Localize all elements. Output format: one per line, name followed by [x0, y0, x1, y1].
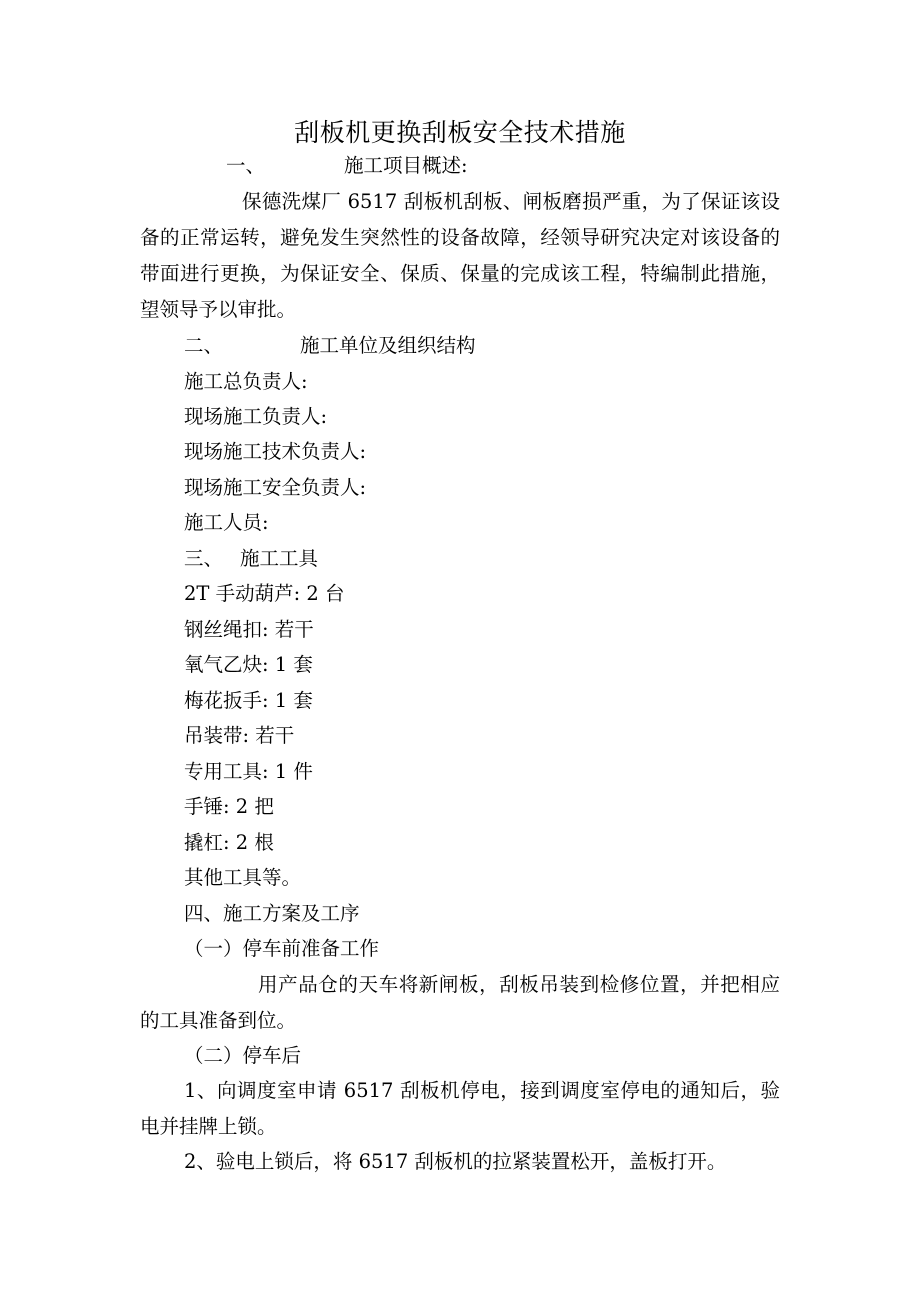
section-4-heading: 四、施工方案及工序 [184, 902, 360, 925]
subsection-2-heading: （二）停车后 [184, 1044, 302, 1067]
tool-item: 撬杠: 2 根 [184, 831, 274, 854]
step-item: 2、验电上锁后，将 6517 刮板机的拉紧装置松开，盖板打开。 [184, 1150, 727, 1173]
personnel-item: 现场施工负责人: [184, 405, 328, 428]
section-2-heading: 施工单位及组织结构 [300, 334, 476, 357]
tool-item: 2T 手动葫芦: 2 台 [184, 582, 345, 605]
tool-item: 吊装带: 若干 [184, 724, 295, 747]
section-3-number: 三、 [184, 547, 224, 570]
document-title: 刮板机更换刮板安全技术措施 [294, 118, 626, 147]
subsection-1-heading: （一）停车前准备工作 [184, 937, 380, 960]
section-1-heading: 施工项目概述: [344, 154, 468, 177]
section-1-number: 一、 [226, 154, 266, 177]
section-2-number: 二、 [184, 334, 224, 357]
section-3-heading: 施工工具 [240, 547, 319, 570]
tool-item: 专用工具: 1 件 [184, 760, 313, 783]
tool-item: 手锤: 2 把 [184, 795, 274, 818]
personnel-item: 施工人员: [184, 511, 269, 534]
subsection-1-body: 用产品仓的天车将新闸板，刮板吊装到检修位置，并把相应的工具准备到位。 [140, 973, 780, 1032]
personnel-item: 施工总负责人: [184, 370, 308, 393]
tool-item: 钢丝绳扣: 若干 [184, 618, 314, 641]
tool-item: 氧气乙炔: 1 套 [184, 653, 313, 676]
personnel-item: 现场施工安全负责人: [184, 476, 367, 499]
step-item: 1、向调度室申请 6517 刮板机停电，接到调度室停电的通知后，验电并挂牌上锁。 [140, 1079, 780, 1138]
tool-item: 梅花扳手: 1 套 [184, 689, 313, 712]
tool-item: 其他工具等。 [184, 866, 302, 889]
personnel-item: 现场施工技术负责人: [184, 440, 367, 463]
section-1-body: 保德洗煤厂 6517 刮板机刮板、闸板磨损严重，为了保证该设备的正常运转，避免发生突然性的设备故障，经领导研究决定对该设备的带面进行更换，为保证安全、保质、保量的完成该工程，特编制此措施，望领导予以审批。 [140, 190, 780, 321]
